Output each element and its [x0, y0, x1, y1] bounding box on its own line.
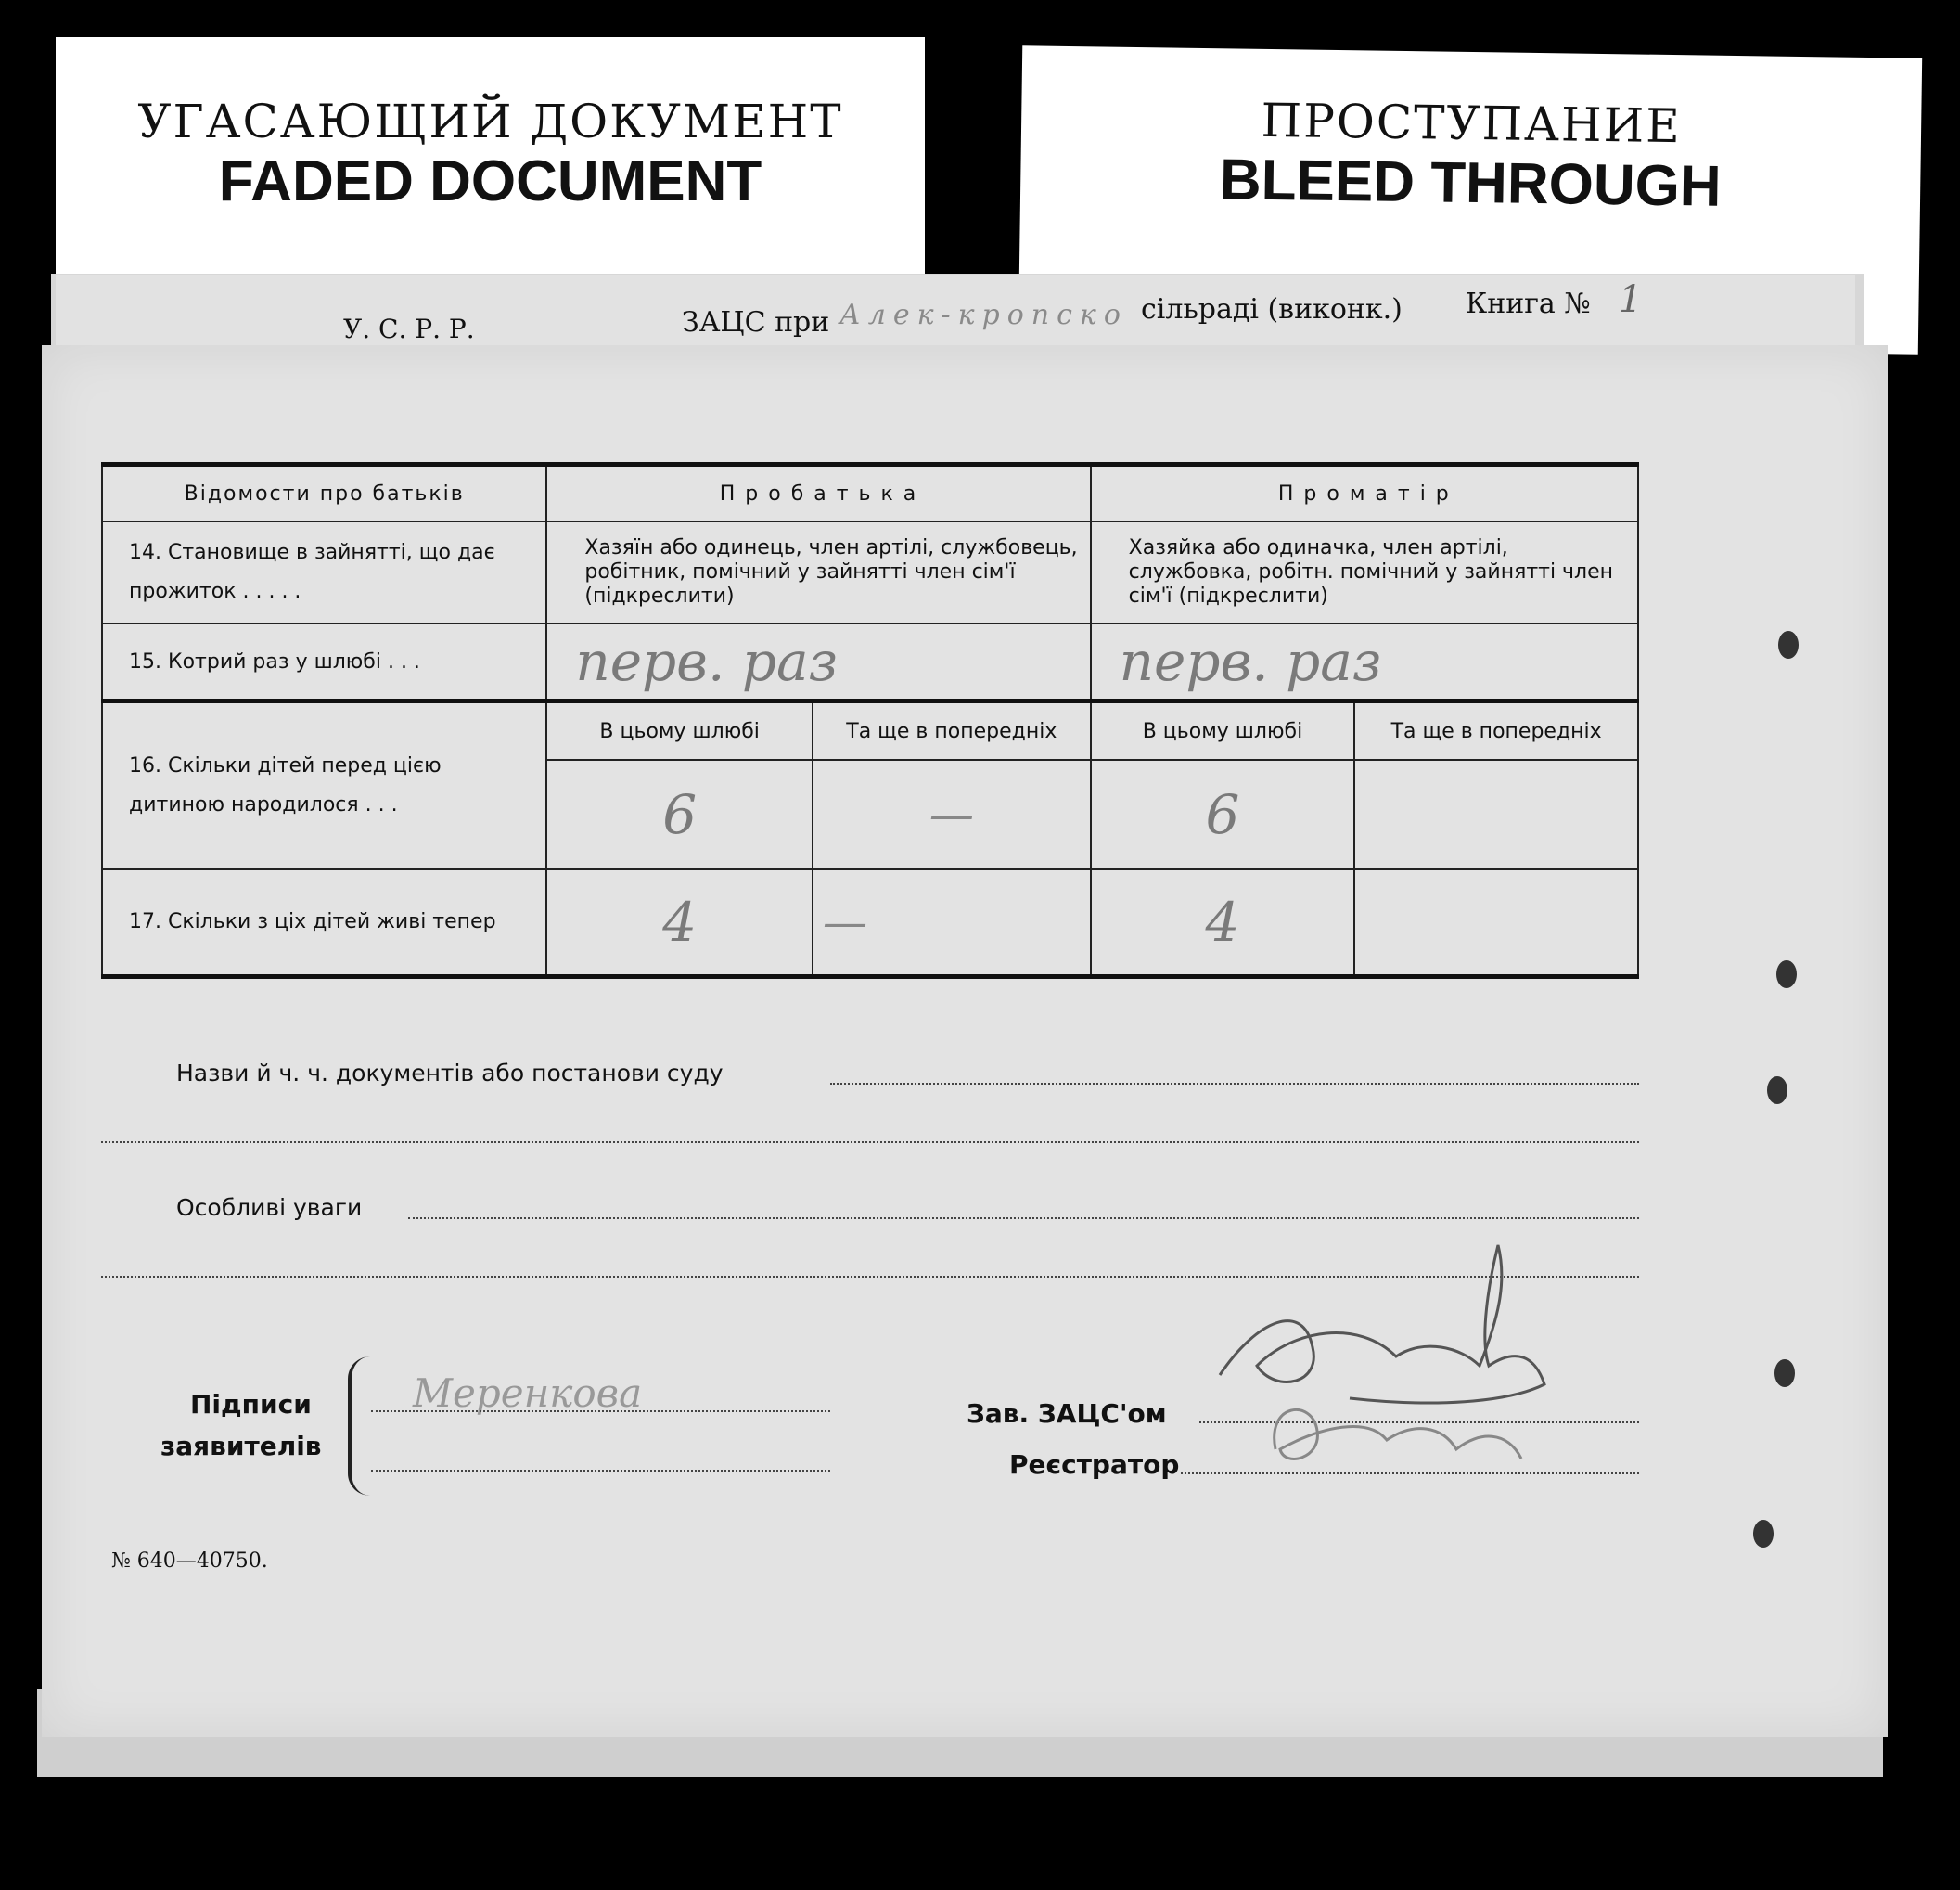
applicant-signature: Меренкова — [413, 1370, 643, 1416]
faded-en-label: FADED DOCUMENT — [218, 149, 762, 213]
col-info-header: Відомости про батьків — [102, 465, 546, 522]
row17-label: 17. Скільки з ціх дітей живі тепер — [102, 869, 546, 976]
col-father-header: П р о б а т ь к а — [546, 465, 1090, 522]
punch-hole — [1774, 1359, 1795, 1387]
row15-label: 15. Котрий раз у шлюбі . . . — [102, 624, 546, 701]
row16-father-this: 6 — [546, 760, 813, 869]
zags-handwritten: Алек-кропско — [839, 299, 1128, 331]
zags-label: ЗАЦС при — [682, 306, 830, 339]
punch-hole — [1767, 1076, 1787, 1104]
parents-info-table — [101, 462, 1639, 979]
row16-father-prev: — — [813, 760, 1091, 869]
registrar-label: Реєстратор — [1009, 1449, 1180, 1480]
applicant-line-1 — [371, 1410, 830, 1412]
row15-mother: перв. раз — [1091, 624, 1638, 701]
notes-label: Особливі уваги — [176, 1194, 363, 1221]
row16-label: 16. Скільки дітей перед цією дитиною народилося . . . — [102, 701, 546, 870]
father-this-marriage-header: В цьому шлюбі — [546, 701, 813, 761]
official-signatures — [1201, 1208, 1619, 1486]
header-strip — [56, 275, 1855, 349]
row17-mother-prev — [1354, 869, 1638, 976]
row14-mother: Хазяйка або одиначка, член артілі, службовка, робітн. помічний у зайнятті член сім'ї (підкреслити) — [1091, 521, 1638, 624]
applicant-line-2 — [371, 1470, 830, 1472]
docs-line-2 — [101, 1141, 1639, 1143]
row16-mother-prev — [1354, 760, 1638, 869]
signatures-label-2: заявителів — [160, 1431, 322, 1461]
row17-father-prev: — — [813, 869, 1091, 976]
mother-previous-header: Та ще в попередніх — [1354, 701, 1638, 761]
book-label: Книга № — [1466, 288, 1591, 320]
head-label: Зав. ЗАЦС'ом — [967, 1398, 1167, 1429]
row14-father: Хазяїн або одинець, член артілі, службовець, робітник, помічний у зайнятті член сім'ї (підкреслити) — [546, 521, 1090, 624]
record-sheet — [42, 345, 1888, 1737]
faded-ru-label: УГАСАЮЩИЙ ДОКУМЕНТ — [137, 95, 843, 148]
punch-hole — [1776, 960, 1797, 988]
signatures-label-1: Підписи — [190, 1389, 312, 1420]
council-label: сільраді (виконк.) — [1141, 293, 1403, 326]
book-number: 1 — [1619, 278, 1643, 321]
bleed-ru-label: ПРОСТУПАНИЕ — [1261, 93, 1683, 154]
bleed-en-label: BLEED THROUGH — [1219, 148, 1723, 219]
docs-label: Назви й ч. ч. документів або постанови суду — [176, 1060, 724, 1086]
punch-hole — [1778, 631, 1799, 659]
row17-mother-this: 4 — [1091, 869, 1355, 976]
signatures-brace — [348, 1356, 370, 1496]
row17-father-this: 4 — [546, 869, 813, 976]
mother-this-marriage-header: В цьому шлюбі — [1091, 701, 1355, 761]
row16-mother-this: 6 — [1091, 760, 1355, 869]
col-mother-header: П р о м а т і р — [1091, 465, 1638, 522]
row15-father: перв. раз — [546, 624, 1090, 701]
row14-label: 14. Становище в зайнятті, що дає прожиток . . . . . — [102, 521, 546, 624]
form-number: № 640—40750. — [111, 1549, 268, 1573]
republic-label: У. С. Р. Р. — [343, 314, 475, 344]
punch-hole — [1753, 1520, 1774, 1548]
father-previous-header: Та ще в попередніх — [813, 701, 1091, 761]
docs-line — [830, 1083, 1639, 1085]
